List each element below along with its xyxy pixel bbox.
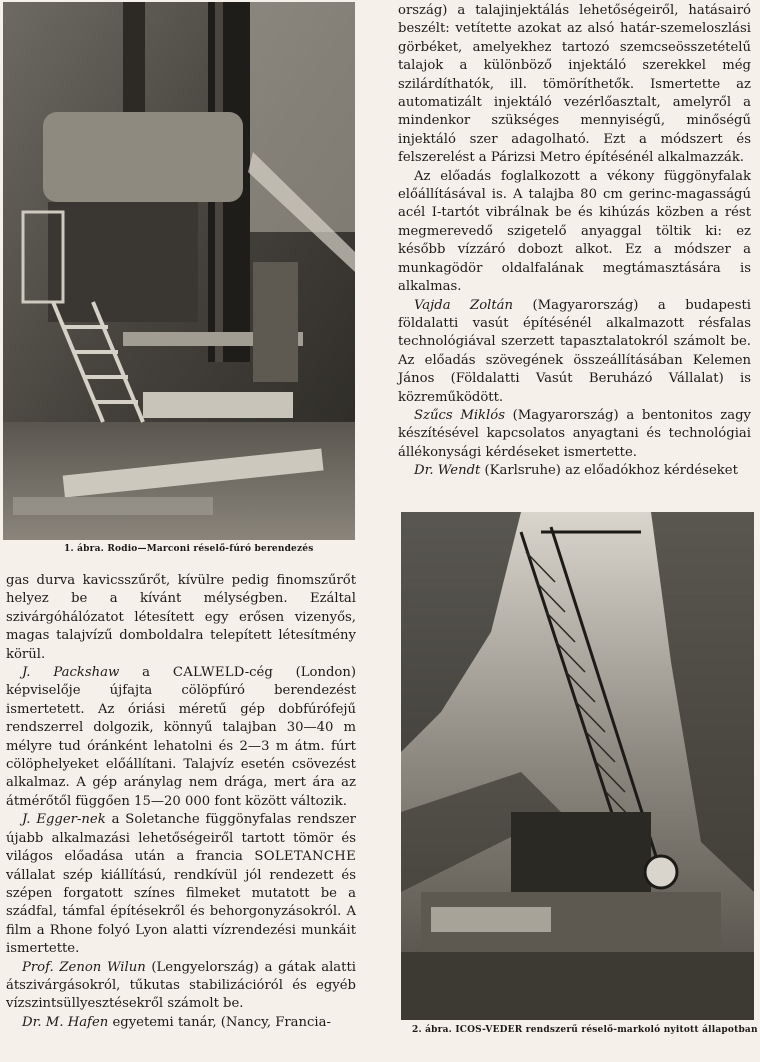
left-paragraph-4: Prof. Zenon Wilun (Lengyelország) a gátak alatti átszivárgásokról, tűkutas stabilizációról és egyéb vízszintsüllyesztésekről számolt be. — [6, 959, 356, 1012]
rig-illustration-1 — [3, 2, 355, 540]
figure-1-caption — [64, 543, 314, 555]
figure-2-caption — [412, 1024, 758, 1036]
left-column — [6, 572, 356, 1032]
figure-2-number: 2. ábra. — [412, 1025, 452, 1035]
left-paragraph-1: gas durva kavicsszűrőt, kívülre pedig finomszűrőt helyez be a kívánt mélységben. Ezáltal szivárgóhálózatot létesített egy erősen vizenyős, magas talajvízű domboldalra telepített létesítmény körül. — [6, 573, 356, 662]
right-paragraph-1: ország) a talajinjektálás lehetőségeiről, hatásairó beszélt: vetítette azokat az alsó határ-szemeloszlási görbéket, amelyekhez tartozó szemcseösszetételű talajok a különböző injektáló szerekkel még szilárdíthatók, ill. tömöríthetők. Ismertette az automatizált injektáló vezérlőasztalt, amelyről a mindenkor szükséges mennyiségű, minőségű injektáló szer adagolható. Ezt a módszert és felszerelést a Párizsi Metro építésénél alkalmazzák. — [398, 3, 751, 166]
left-paragraph-3: J. Egger-nek a Soletanche függönyfalas rendszer újabb alkalmazási lehetőségeiről tartott tömör és világos előadása után a francia SOLETANCHE vállalat szép kiállítású, rendkívül jól rendezett és szépen forgatott színes filmeket mutatott be a szádfal, támfal építésekről és behorgonyzásokról. A film a Rhone folyó Lyon alatti vízrendezési munkáit ismertette. — [6, 812, 356, 957]
figure-2-text: ICOS-VEDER rendszerű réselő-markoló nyitott állapotban — [455, 1025, 758, 1035]
right-paragraph-4: Szűcs Miklós (Magyarország) a bentonitos zagy készítésével kapcsolatos anyagtani és technológiai állékonysági kérdéseket ismertette. — [398, 407, 751, 460]
right-column — [398, 2, 751, 481]
crane-illustration-2 — [401, 512, 754, 1020]
speaker-hafen: Dr. M. Hafen — [22, 1014, 109, 1030]
firm-soletanche: SOLETANCHE — [254, 849, 356, 865]
speaker-szucs: Szűcs Miklós — [414, 407, 505, 423]
figure-2-photo — [401, 512, 754, 1020]
speaker-wilun: Prof. Zenon Wilun — [22, 959, 146, 975]
left-paragraph-2: J. Packshaw a CALWELD-cég (London) képviselője újfajta cölöpfúró berendezést ismertetett. Az óriási méretű gép dobfúrófejű rendszerrel dolgozik, könnyű talajban 30—40 m mélyre tud óránként lehatolni és 2—3 m átm. fúrt cölöphelyeket előállítani. Talajvíz esetén csövezést alkalmaz. A gép aránylag nem drága, mert ára az átmérőtől függően 15—20 000 font között változik. — [6, 665, 356, 809]
firm-calweld: CALWELD — [172, 665, 245, 681]
right-paragraph-2: Az előadás foglalkozott a vékony függönyfalak előállításával is. A talajba 80 cm gerinc-magasságú acél I-tartót vibrálnak be és kihúzás közben a rést megmerevedő szigetelő anyaggal töltik ki: ez később vízzáró dobozt alkot. Ez a módszer a munkagödör oldalfalának megtámasztására is alkalmas. — [398, 168, 751, 295]
left-paragraph-5: Dr. M. Hafen egyetemi tanár, (Nancy, Francia- — [22, 1014, 331, 1030]
right-paragraph-3: Vajda Zoltán (Magyarország) a budapesti földalatti vasút építésénél alkalmazott résfalas technológiával szerzett tapasztalatokról számolt be. Az előadás szövegének összeállításában Kelemen János (Földalatti Vasút Beruházó Vállalat) is közreműködött. — [398, 297, 752, 405]
speaker-wendt: Dr. Wendt — [414, 463, 481, 479]
speaker-packshaw: J. Packshaw — [22, 665, 120, 681]
right-paragraph-5: Dr. Wendt (Karlsruhe) az előadókhoz kérdéseket — [414, 463, 738, 479]
figure-1-text: Rodio—Marconi réselő-fúró berendezés — [107, 544, 314, 554]
figure-1-photo — [3, 2, 355, 540]
figure-1-number: 1. ábra. — [64, 544, 104, 554]
speaker-vajda: Vajda Zoltán — [414, 297, 514, 313]
speaker-egger: J. Egger-nek — [22, 812, 106, 828]
